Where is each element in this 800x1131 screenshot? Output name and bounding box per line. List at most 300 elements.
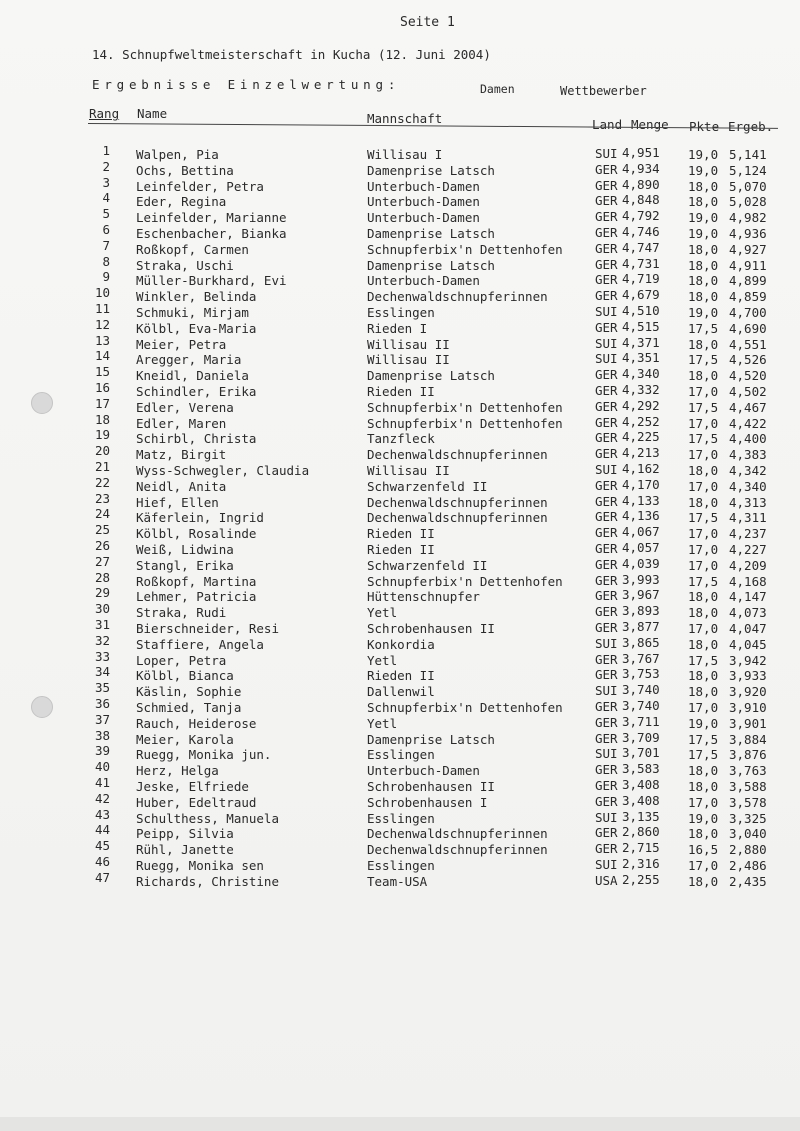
table-row	[0, 707, 800, 731]
menge-cell: 3,877	[622, 619, 660, 634]
table-row	[0, 565, 800, 589]
ergeb-cell: 4,147	[729, 589, 767, 605]
rank-cell: 10	[94, 285, 110, 301]
menge-cell: 4,951	[622, 145, 660, 160]
land-cell: GER	[595, 193, 618, 209]
name-cell: Meier, Karola	[136, 731, 234, 747]
table-row	[0, 580, 800, 605]
menge-cell: 4,133	[622, 492, 660, 508]
ergeb-cell: 4,209	[729, 557, 767, 573]
table-row	[0, 786, 800, 810]
menge-cell: 4,225	[622, 429, 660, 445]
pkte-cell: 18,0	[688, 636, 719, 652]
pkte-cell: 18,0	[688, 257, 719, 273]
menge-cell: 4,719	[622, 271, 660, 287]
ergeb-cell: 4,911	[729, 257, 767, 273]
menge-cell: 4,371	[622, 334, 660, 350]
rank-cell: 42	[94, 790, 110, 806]
team-cell: Schrobenhausen II	[367, 621, 495, 636]
rank-cell: 29	[94, 585, 110, 601]
menge-cell: 2,715	[622, 840, 660, 856]
pkte-cell: 17,0	[688, 478, 719, 494]
pkte-cell: 17,5	[688, 652, 719, 668]
land-cell: GER	[595, 588, 618, 604]
ergeb-cell: 5,028	[729, 194, 767, 210]
pkte-cell: 17,0	[688, 557, 719, 573]
rank-cell: 30	[94, 601, 110, 617]
table-row	[0, 280, 800, 305]
name-cell: Kneidl, Daniela	[136, 368, 249, 384]
menge-cell: 3,740	[622, 682, 660, 698]
pkte-cell: 19,0	[688, 147, 719, 162]
table-row	[0, 659, 800, 684]
subtitle-category: Damen	[480, 82, 515, 96]
name-cell: Richards, Christine	[136, 873, 279, 889]
name-cell: Käslin, Sophie	[136, 684, 242, 700]
menge-cell: 3,709	[622, 729, 660, 745]
rank-cell: 3	[102, 174, 110, 190]
team-cell: Dechenwaldschnupferinnen	[367, 510, 548, 526]
land-cell: GER	[595, 762, 618, 778]
pkte-cell: 19,0	[688, 305, 719, 320]
pkte-cell: 18,0	[688, 273, 719, 289]
name-cell: Schulthess, Manuela	[136, 810, 279, 826]
menge-cell: 2,316	[622, 856, 660, 871]
land-cell: USA	[595, 872, 618, 888]
ergeb-cell: 4,313	[729, 494, 767, 510]
table-row	[0, 754, 800, 779]
table-row	[0, 517, 800, 542]
land-cell: GER	[595, 825, 618, 841]
name-cell: Schindler, Erika	[136, 384, 257, 399]
land-cell: SUI	[595, 351, 618, 367]
pkte-cell: 19,0	[688, 226, 719, 241]
name-cell: Meier, Petra	[136, 336, 227, 352]
team-cell: Unterbuch-Damen	[367, 194, 480, 210]
ergeb-cell: 4,502	[729, 384, 767, 399]
rank-cell: 39	[94, 743, 110, 759]
table-row	[0, 264, 800, 289]
ergeb-cell: 2,880	[729, 842, 767, 858]
name-cell: Weiß, Lidwina	[136, 542, 234, 557]
menge-cell: 4,067	[622, 524, 660, 540]
ergeb-cell: 5,141	[729, 147, 767, 162]
menge-cell: 3,767	[622, 650, 660, 666]
name-cell: Rauch, Heiderose	[136, 715, 257, 731]
name-cell: Schmied, Tanja	[136, 700, 242, 715]
land-cell: GER	[595, 288, 618, 304]
rank-cell: 28	[94, 569, 110, 585]
header-rang: Rang	[89, 106, 120, 121]
land-cell: GER	[595, 225, 618, 240]
team-cell: Esslingen	[367, 747, 435, 763]
ergeb-cell: 3,588	[729, 779, 767, 794]
menge-cell: 3,893	[622, 603, 660, 619]
rank-cell: 27	[94, 553, 110, 569]
table-row	[0, 470, 800, 494]
table-row	[0, 185, 800, 210]
pkte-cell: 18,0	[688, 178, 719, 194]
team-cell: Unterbuch-Damen	[367, 763, 480, 779]
ergeb-cell: 2,486	[729, 858, 767, 873]
land-cell: GER	[595, 620, 618, 635]
team-cell: Yetl	[367, 715, 398, 731]
land-cell: GER	[595, 272, 618, 288]
table-row	[0, 833, 800, 858]
pkte-cell: 18,0	[688, 668, 719, 684]
pkte-cell: 18,0	[688, 826, 719, 842]
team-cell: Schnupferbix'n Dettenhofen	[367, 573, 563, 589]
table-row	[0, 359, 800, 384]
rank-cell: 12	[94, 316, 110, 332]
table-row	[0, 612, 800, 636]
team-cell: Damenprise Latsch	[367, 257, 495, 273]
team-cell: Dallenwil	[367, 684, 435, 700]
name-cell: Edler, Verena	[136, 399, 234, 415]
rank-cell: 17	[94, 395, 110, 411]
team-cell: Team-USA	[367, 873, 428, 889]
subtitle-type: Wettbewerber	[560, 84, 647, 98]
scan-edge	[0, 1117, 800, 1131]
pkte-cell: 18,0	[688, 589, 719, 605]
pkte-cell: 17,5	[688, 431, 719, 447]
pkte-cell: 17,0	[688, 447, 719, 463]
menge-cell: 3,993	[622, 571, 660, 587]
ergeb-cell: 4,047	[729, 621, 767, 636]
name-cell: Kölbl, Bianca	[136, 668, 234, 684]
ergeb-cell: 3,876	[729, 747, 767, 763]
rank-cell: 5	[102, 206, 110, 222]
team-cell: Hüttenschnupfer	[367, 589, 480, 605]
ergeb-cell: 3,901	[729, 715, 767, 731]
table-row	[0, 233, 800, 257]
table-row	[0, 249, 800, 273]
menge-cell: 4,332	[622, 382, 660, 397]
name-cell: Eder, Regina	[136, 194, 227, 210]
name-cell: Rühl, Janette	[136, 842, 234, 858]
rank-cell: 2	[102, 158, 110, 174]
team-cell: Rieden II	[367, 668, 435, 684]
menge-cell: 4,848	[622, 192, 660, 208]
rank-cell: 25	[94, 522, 110, 538]
pkte-cell: 17,0	[688, 858, 719, 873]
table-row	[0, 454, 800, 478]
name-cell: Leinfelder, Marianne	[136, 210, 287, 226]
pkte-cell: 19,0	[688, 715, 719, 731]
team-cell: Tanzfleck	[367, 431, 435, 447]
land-cell: GER	[595, 509, 618, 525]
land-cell: GER	[595, 778, 618, 793]
name-cell: Kölbl, Rosalinde	[136, 526, 257, 542]
rank-cell: 47	[94, 869, 110, 885]
menge-cell: 4,162	[622, 461, 660, 476]
rank-cell: 11	[94, 301, 110, 316]
rank-cell: 20	[94, 443, 110, 459]
land-cell: SUI	[595, 857, 618, 872]
team-cell: Unterbuch-Damen	[367, 178, 480, 194]
rank-cell: 4	[102, 190, 110, 206]
rank-cell: 15	[94, 364, 110, 380]
table-row	[0, 217, 800, 241]
land-cell: GER	[595, 414, 618, 430]
team-cell: Schnupferbix'n Dettenhofen	[367, 399, 563, 415]
name-cell: Eschenbacher, Bianka	[136, 226, 287, 241]
rank-cell: 22	[94, 474, 110, 490]
team-cell: Schrobenhausen II	[367, 779, 495, 794]
land-cell: GER	[595, 604, 618, 620]
table-row	[0, 438, 800, 463]
menge-cell: 4,213	[622, 445, 660, 461]
table-row	[0, 723, 800, 747]
menge-cell: 4,039	[622, 555, 660, 571]
ergeb-cell: 4,340	[729, 478, 767, 494]
team-cell: Yetl	[367, 652, 398, 668]
ergeb-cell: 3,763	[729, 763, 767, 779]
team-cell: Esslingen	[367, 305, 435, 320]
table-row	[0, 422, 800, 447]
table-row	[0, 296, 800, 320]
team-cell: Schnupferbix'n Dettenhofen	[367, 700, 563, 715]
land-cell: GER	[595, 319, 618, 335]
name-cell: Lehmer, Patricia	[136, 589, 257, 605]
pkte-cell: 18,0	[688, 368, 719, 384]
land-cell: GER	[595, 841, 618, 857]
pkte-cell: 17,5	[688, 510, 719, 526]
menge-cell: 2,255	[622, 871, 660, 887]
land-cell: GER	[595, 177, 618, 193]
header-land: Land	[592, 117, 623, 132]
ergeb-cell: 3,910	[729, 700, 767, 715]
name-cell: Staffiere, Angela	[136, 636, 264, 652]
table-row	[0, 802, 800, 826]
rank-cell: 19	[94, 427, 110, 443]
team-cell: Damenprise Latsch	[367, 368, 495, 384]
table-row	[0, 391, 800, 415]
land-cell: GER	[595, 446, 618, 462]
pkte-cell: 17,0	[688, 542, 719, 557]
table-row	[0, 138, 800, 162]
rank-cell: 46	[94, 854, 110, 869]
table-row	[0, 533, 800, 557]
name-cell: Wyss-Schwegler, Claudia	[136, 463, 310, 478]
ergeb-cell: 3,942	[729, 652, 767, 668]
ergeb-cell: 4,927	[729, 241, 767, 257]
team-cell: Damenprise Latsch	[367, 731, 495, 747]
pkte-cell: 17,5	[688, 352, 719, 368]
menge-cell: 3,583	[622, 761, 660, 777]
pkte-cell: 18,0	[688, 194, 719, 210]
menge-cell: 4,351	[622, 350, 660, 366]
pkte-cell: 18,0	[688, 684, 719, 700]
rank-cell: 24	[94, 506, 110, 522]
team-cell: Willisau II	[367, 463, 450, 478]
team-cell: Dechenwaldschnupferinnen	[367, 447, 548, 463]
land-cell: GER	[595, 493, 618, 509]
name-cell: Jeske, Elfriede	[136, 779, 249, 794]
pkte-cell: 17,0	[688, 384, 719, 399]
rank-cell: 35	[94, 680, 110, 696]
land-cell: SUI	[595, 683, 618, 699]
ergeb-cell: 4,237	[729, 526, 767, 542]
pkte-cell: 18,0	[688, 779, 719, 794]
ergeb-cell: 4,982	[729, 210, 767, 226]
ergeb-cell: 3,920	[729, 684, 767, 700]
name-cell: Schmuki, Mirjam	[136, 305, 249, 320]
ergeb-cell: 4,400	[729, 431, 767, 447]
menge-cell: 3,408	[622, 792, 660, 808]
rank-cell: 13	[94, 332, 110, 348]
menge-cell: 4,340	[622, 366, 660, 382]
land-cell: SUI	[595, 746, 618, 762]
ergeb-cell: 3,040	[729, 826, 767, 842]
team-cell: Yetl	[367, 605, 398, 621]
team-cell: Willisau II	[367, 336, 450, 352]
name-cell: Herz, Helga	[136, 763, 219, 779]
table-row	[0, 738, 800, 763]
table-row	[0, 865, 800, 889]
rank-cell: 40	[94, 759, 110, 775]
menge-cell: 4,510	[622, 303, 660, 318]
pkte-cell: 18,0	[688, 494, 719, 510]
rank-cell: 26	[94, 538, 110, 553]
header-ergeb: Ergeb.	[728, 119, 774, 134]
team-cell: Willisau I	[367, 147, 443, 162]
land-cell: GER	[595, 256, 618, 272]
land-cell: SUI	[595, 146, 618, 161]
menge-cell: 3,711	[622, 713, 660, 729]
menge-cell: 4,170	[622, 476, 660, 492]
rank-cell: 9	[102, 269, 110, 285]
pkte-cell: 17,0	[688, 700, 719, 715]
ergeb-cell: 5,070	[729, 178, 767, 194]
rank-cell: 33	[94, 648, 110, 664]
team-cell: Schwarzenfeld II	[367, 557, 488, 573]
ergeb-cell: 3,325	[729, 810, 767, 826]
rank-cell: 31	[94, 617, 110, 632]
land-cell: GER	[595, 541, 618, 556]
table-row	[0, 849, 800, 873]
table-row	[0, 770, 800, 794]
table-row	[0, 549, 800, 573]
header-pkte: Pkte	[689, 119, 720, 134]
land-cell: GER	[595, 556, 618, 572]
name-cell: Stangl, Erika	[136, 557, 234, 573]
team-cell: Rieden I	[367, 320, 428, 336]
pkte-cell: 18,0	[688, 605, 719, 621]
rank-cell: 1	[102, 143, 110, 158]
ergeb-cell: 3,933	[729, 668, 767, 684]
page-label: Seite 1	[400, 15, 455, 30]
pkte-cell: 19,0	[688, 162, 719, 178]
ergeb-cell: 4,422	[729, 415, 767, 431]
land-cell: GER	[595, 699, 618, 714]
name-cell: Straka, Uschi	[136, 257, 234, 273]
pkte-cell: 17,5	[688, 573, 719, 589]
rank-cell: 38	[94, 727, 110, 743]
menge-cell: 4,746	[622, 224, 660, 239]
team-cell: Damenprise Latsch	[367, 162, 495, 178]
punch-hole	[31, 392, 53, 414]
rank-cell: 7	[102, 237, 110, 253]
subtitle-main: Ergebnisse Einzelwertung:	[92, 77, 401, 92]
pkte-cell: 19,0	[688, 210, 719, 226]
team-cell: Damenprise Latsch	[367, 226, 495, 241]
land-cell: SUI	[595, 462, 618, 477]
pkte-cell: 18,0	[688, 763, 719, 779]
ergeb-cell: 4,551	[729, 336, 767, 352]
table-row	[0, 486, 800, 510]
ergeb-cell: 4,859	[729, 289, 767, 305]
name-cell: Käferlein, Ingrid	[136, 510, 264, 526]
menge-cell: 4,792	[622, 208, 660, 224]
name-cell: Kölbl, Eva-Maria	[136, 320, 257, 336]
rank-cell: 41	[94, 775, 110, 790]
land-cell: SUI	[595, 635, 618, 651]
name-cell: Loper, Petra	[136, 652, 227, 668]
land-cell: GER	[595, 525, 618, 541]
menge-cell: 4,292	[622, 397, 660, 413]
punch-hole	[31, 696, 53, 718]
pkte-cell: 17,5	[688, 731, 719, 747]
name-cell: Huber, Edeltraud	[136, 794, 257, 810]
table-row	[0, 407, 800, 431]
header-mannschaft: Mannschaft	[367, 111, 443, 126]
ergeb-cell: 4,936	[729, 226, 767, 241]
rank-cell: 37	[94, 711, 110, 727]
menge-cell: 3,408	[622, 777, 660, 792]
pkte-cell: 17,5	[688, 747, 719, 763]
land-cell: GER	[595, 651, 618, 667]
ergeb-cell: 4,168	[729, 573, 767, 589]
land-cell: GER	[595, 161, 618, 177]
team-cell: Rieden II	[367, 526, 435, 542]
team-cell: Rieden II	[367, 384, 435, 399]
team-cell: Schwarzenfeld II	[367, 478, 488, 494]
name-cell: Schirbl, Christa	[136, 431, 257, 447]
menge-cell: 4,679	[622, 287, 660, 303]
team-cell: Dechenwaldschnupferinnen	[367, 494, 548, 510]
name-cell: Bierschneider, Resi	[136, 621, 279, 636]
ergeb-cell: 4,227	[729, 542, 767, 557]
ergeb-cell: 4,342	[729, 463, 767, 478]
menge-cell: 4,515	[622, 318, 660, 334]
rank-cell: 44	[94, 822, 110, 838]
table-row	[0, 596, 800, 621]
table-row	[0, 501, 800, 526]
ergeb-cell: 2,435	[729, 873, 767, 889]
ergeb-cell: 5,124	[729, 162, 767, 178]
team-cell: Dechenwaldschnupferinnen	[367, 842, 548, 858]
header-menge: Menge	[631, 117, 669, 132]
table-row	[0, 343, 800, 368]
menge-cell: 4,890	[622, 176, 660, 192]
name-cell: Neidl, Anita	[136, 478, 227, 494]
land-cell: SUI	[595, 335, 618, 351]
menge-cell: 4,934	[622, 160, 660, 176]
pkte-cell: 18,0	[688, 241, 719, 257]
name-cell: Peipp, Silvia	[136, 826, 234, 842]
ergeb-cell: 4,520	[729, 368, 767, 384]
land-cell: GER	[595, 667, 618, 683]
ergeb-cell: 4,311	[729, 510, 767, 526]
name-cell: Ruegg, Monika jun.	[136, 747, 272, 763]
table-row	[0, 170, 800, 194]
table-row	[0, 644, 800, 668]
team-cell: Unterbuch-Damen	[367, 210, 480, 226]
table-row	[0, 312, 800, 336]
pkte-cell: 17,0	[688, 526, 719, 542]
land-cell: GER	[595, 714, 618, 730]
